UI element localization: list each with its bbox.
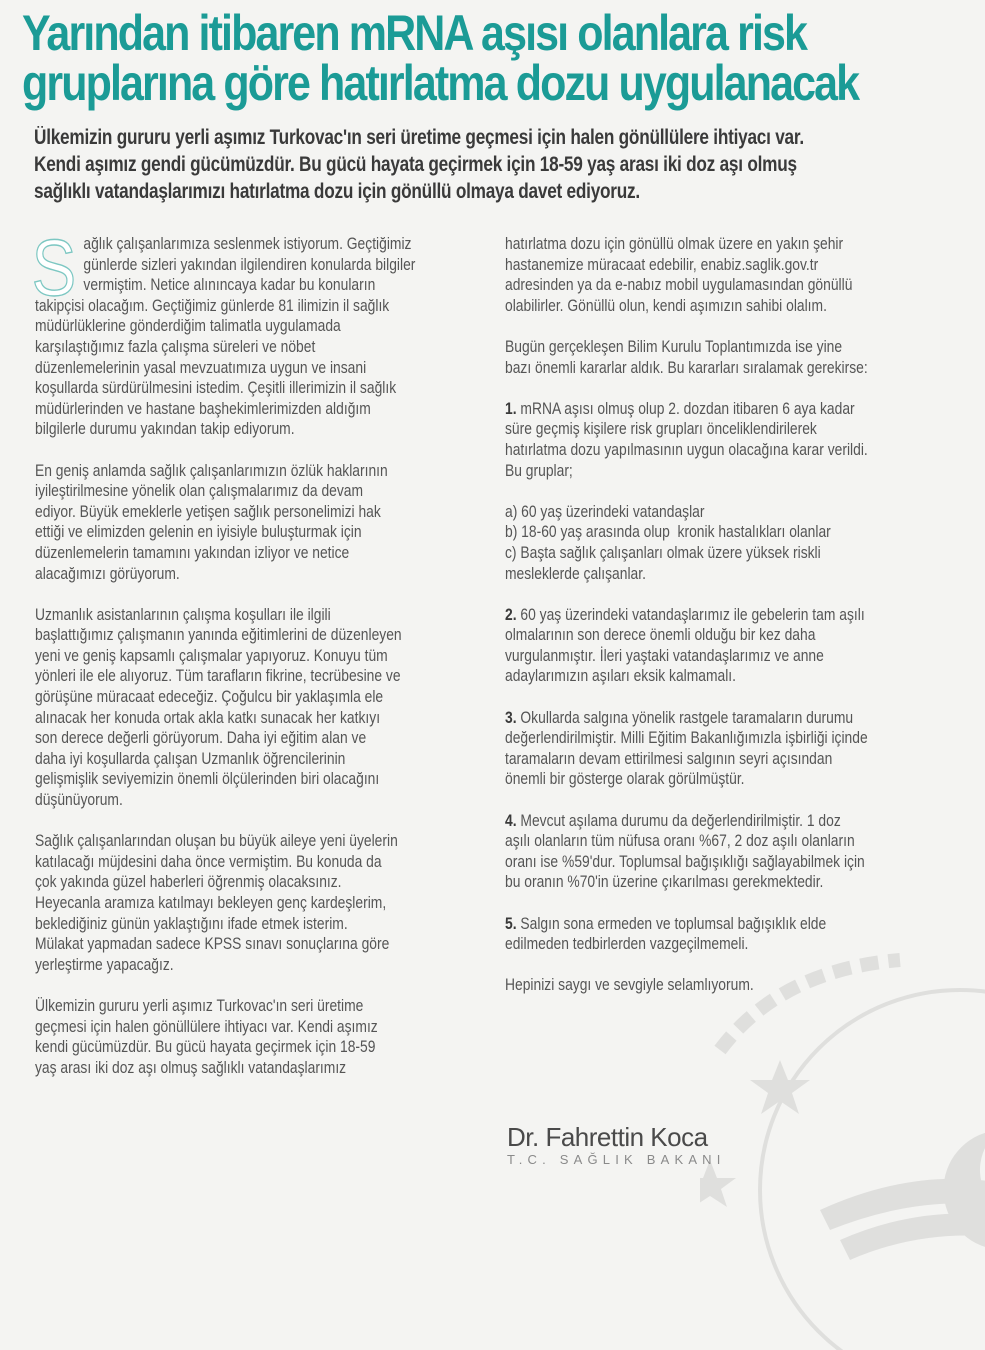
- dropcap: S: [31, 223, 77, 312]
- paragraph: [35, 605, 486, 811]
- decision-item: [505, 811, 973, 893]
- text-line: hatırlatma dozu yapılmasının uygun olacağına karar verildi.: [505, 439, 868, 459]
- text-line: çok yakında güzel haberleri öğrenmiş olacaksınız.: [35, 872, 342, 892]
- text-line: yerleştirme yapacağız.: [35, 954, 174, 974]
- text-line: alacağımızı görüyorum.: [35, 563, 180, 583]
- text-line: olabilirler. Gönüllü olun, kendi aşımızın sahibi olalım.: [505, 295, 827, 315]
- text-line: vermiştim. Netice alınıncaya kadar bu konuların: [83, 275, 376, 295]
- text-line: müdürlüklerine gönderdiğim talimatla uygulamada: [35, 316, 341, 336]
- risk-group-item: c) Başta sağlık çalışanları olmak üzere yüksek riskli: [505, 542, 821, 562]
- text-line: bilgilerle durumu yakından takip ediyorum.: [35, 419, 295, 439]
- text-line: Bu gruplar;: [505, 460, 573, 480]
- text-line: Mülakat yapmadan sadece KPSS sınavı sonuçlarına göre: [35, 934, 390, 954]
- lead-line: sağlıklı vatandaşlarımızı hatırlatma dozu için gönüllü olmaya davet ediyoruz.: [34, 180, 640, 203]
- text-line: 4. Mevcut aşılama durumu da değerlendirilmiştir. 1 doz: [505, 810, 841, 830]
- text-line: ağlık çalışanlarımıza seslenmek istiyorum. Geçtiğimiz: [83, 234, 412, 253]
- text-line: vurgulanmıştır. İleri yaştaki vatandaşlarımız ve anne: [505, 645, 824, 665]
- lead-line: Kendi aşımız gendi gücümüzdür. Bu gücü hayata geçirmek için 18-59 yaş arası iki doz aşı olmuş: [34, 153, 797, 176]
- text-line: ettiği ve elimizden gelenin en iyisiyle buluşturmak için: [35, 522, 362, 542]
- risk-group-item: b) 18-60 yaş arasında olup kronik hastalıkları olanlar: [505, 522, 831, 542]
- text-line: önemli bir gösterge olarak görülmüştür.: [505, 769, 745, 789]
- text-line: Bugün gerçekleşen Bilim Kurulu Toplantımızda ise yine: [505, 336, 843, 356]
- text-line: geçmesi için halen gönüllülere ihtiyacı var. Kendi aşımız: [35, 1016, 378, 1036]
- text-line: yönleri ile ele alıyoruz. Tüm tarafların fikrine, tecrübesine ve: [35, 666, 401, 686]
- text-line: görüşüne müracaat edeceğiz. Çoğulcu bir yaklaşımla ele: [35, 687, 384, 707]
- headline: [22, 5, 859, 111]
- headline-line: gruplarına göre hatırlatma dozu uygulanacak: [22, 55, 859, 111]
- text-line: Hepinizi saygı ve sevgiyle selamlıyorum.: [505, 975, 754, 995]
- text-line: takipçisi olacağım. Geçtiğimiz günlerde 81 ilimizin il sağlık: [35, 295, 390, 315]
- text-line: oranı ise %59'dur. Toplumsal bağışıklığı sağlayabilmek için: [505, 851, 865, 871]
- closing-line: [505, 975, 973, 996]
- decision-number: 1.: [505, 398, 517, 418]
- text-line: beklediğiniz günün yaklaştığını ifade etmek isterim.: [35, 913, 348, 933]
- paragraph: [35, 831, 486, 975]
- lead-line: Ülkemizin gururu yerli aşımız Turkovac'ın seri üretime geçmesi için halen gönüllülere ihtiyacı var.: [34, 126, 804, 149]
- text-line: kendi gücümüzdür. Bu gücü hayata geçirmek için 18-59: [35, 1037, 376, 1057]
- text-line: müdürlerinden ve hastane başhekimlerimizden aldığım: [35, 398, 371, 418]
- text-line: süre geçmiş kişilere risk grupları önceliklendirilerek: [505, 419, 817, 439]
- text-line: olmalarının son derece önemli olduğu bir kez daha: [505, 625, 816, 645]
- text-line: düzenlemelerinin yasal mevzuatımıza uygun ve insani: [35, 357, 367, 377]
- text-line: düzenlemelerin tamamını yakından izliyor ve netice: [35, 542, 350, 562]
- text-line: daha iyi koşullarda çalışan Uzmanlık öğrencilerinin: [35, 748, 346, 768]
- text-line: hastanemize müracaat edebilir, enabiz.saglik.gov.tr: [505, 254, 819, 274]
- text-line: günlerde sizleri yakından ilgilendiren konularda bilgiler: [83, 254, 416, 274]
- text-line: bazı önemli kararlar aldık. Bu kararları sıralamak gerekirse:: [505, 357, 868, 377]
- text-line: düşünüyorum.: [35, 790, 123, 810]
- text-line: yeni ve geniş kapsamlı çalışmalar yapıyoruz. Konuyu tüm: [35, 645, 388, 665]
- text-line: En geniş anlamda sağlık çalışanlarımızın özlük haklarının: [35, 460, 388, 480]
- text-line: taramaların devam ettirilmesi salgının seyri açısından: [505, 748, 833, 768]
- text-line: değerlendirilmiştir. Milli Eğitim Bakanlığımızla işbirliği içinde: [505, 728, 868, 748]
- text-line: hatırlatma dozu için gönüllü olmak üzere en yakın şehir: [505, 234, 844, 253]
- signature-name: Dr. Fahrettin Koca: [507, 1122, 708, 1152]
- paragraph: [505, 337, 973, 378]
- text-line: adresinden ya da e-nabız mobil uygulamasından gönüllü: [505, 275, 853, 295]
- text-line: adaylarımızın aşıları eksik kalmamalı.: [505, 666, 737, 686]
- text-line: Sağlık çalışanlarından oluşan bu büyük aileye yeni üyelerin: [35, 831, 398, 851]
- decision-item: [505, 708, 973, 790]
- risk-group-list: [505, 502, 973, 584]
- risk-group-item: a) 60 yaş üzerindeki vatandaşlar: [505, 501, 705, 521]
- text-line: 1. mRNA aşısı olmuş olup 2. dozdan itibaren 6 aya kadar: [505, 398, 855, 418]
- text-line: ediyor. Büyük emeklerle yetişen sağlık personelimizi hak: [35, 501, 381, 521]
- text-line: Ülkemizin gururu yerli aşımız Turkovac'ın seri üretime: [35, 995, 364, 1015]
- headline-line: Yarından itibaren mRNA aşısı olanlara risk: [22, 5, 807, 61]
- paragraph: [31, 223, 486, 440]
- text-line: alınacak her konuda ortak akla katkı sunacak her katkıyı: [35, 707, 381, 727]
- text-line: gelişmişlik seviyemizin önemli ölçülerinden biri olacağını: [35, 769, 380, 789]
- paragraph: [35, 461, 486, 585]
- text-line: edilmeden tedbirlerden vazgeçilmemeli.: [505, 934, 749, 954]
- text-line: iyileştirilmesine yönelik olan çalışmalarımız da devam: [35, 481, 364, 501]
- signature-title: T.C. SAĞLIK BAKANI: [507, 1152, 726, 1167]
- right-column: [505, 234, 973, 1017]
- paragraph: [505, 234, 973, 316]
- text-line: koşullarda sürdürülmesini istedim. Çeşitli illerimizin il sağlık: [35, 378, 397, 398]
- text-line: 2. 60 yaş üzerindeki vatandaşlarımız ile gebelerin tam aşılı: [505, 604, 865, 624]
- decision-item: [505, 914, 973, 955]
- left-column: [31, 223, 486, 1099]
- text-line: son derece değerli görüyorum. Daha iyi eğitim alan ve: [35, 728, 367, 748]
- decision-number: 3.: [505, 707, 517, 727]
- lead-paragraph: [34, 124, 920, 205]
- text-line: bu oranın %70'in üzerine çıkarılması gerekmektedir.: [505, 872, 824, 892]
- text-line: Heyecanla aramıza katılmayı bekleyen genç kardeşlerim,: [35, 893, 387, 912]
- risk-group-item: mesleklerde çalışanlar.: [505, 563, 646, 583]
- paragraph: [35, 996, 486, 1078]
- text-line: katılacağı müjdesini daha önce vermiştim. Bu konuda da: [35, 851, 382, 871]
- decision-number: 4.: [505, 810, 517, 830]
- text-line: yaş arası iki doz aşı olmuş sağlıklı vatandaşlarımız: [35, 1057, 347, 1077]
- text-line: karşılaştığımız fazla çalışma süreleri ve nöbet: [35, 336, 316, 356]
- decision-number: 5.: [505, 913, 517, 933]
- text-line: 5. Salgın sona ermeden ve toplumsal bağışıklık elde: [505, 913, 827, 933]
- text-line: Uzmanlık asistanlarının çalışma koşulları ile ilgili: [35, 604, 331, 624]
- decision-item: [505, 399, 973, 481]
- text-line: 3. Okullarda salgına yönelik rastgele taramaların durumu: [505, 707, 854, 727]
- signature: [507, 1123, 726, 1167]
- text-line: aşılı olanların tüm nüfusa oranı %67, 2 doz aşılı olanların: [505, 831, 855, 851]
- decision-number: 2.: [505, 604, 517, 624]
- decision-item: [505, 605, 973, 687]
- text-line: başlattığımız çalışmanın yanında eğitimlerini de düzenleyen: [35, 625, 402, 645]
